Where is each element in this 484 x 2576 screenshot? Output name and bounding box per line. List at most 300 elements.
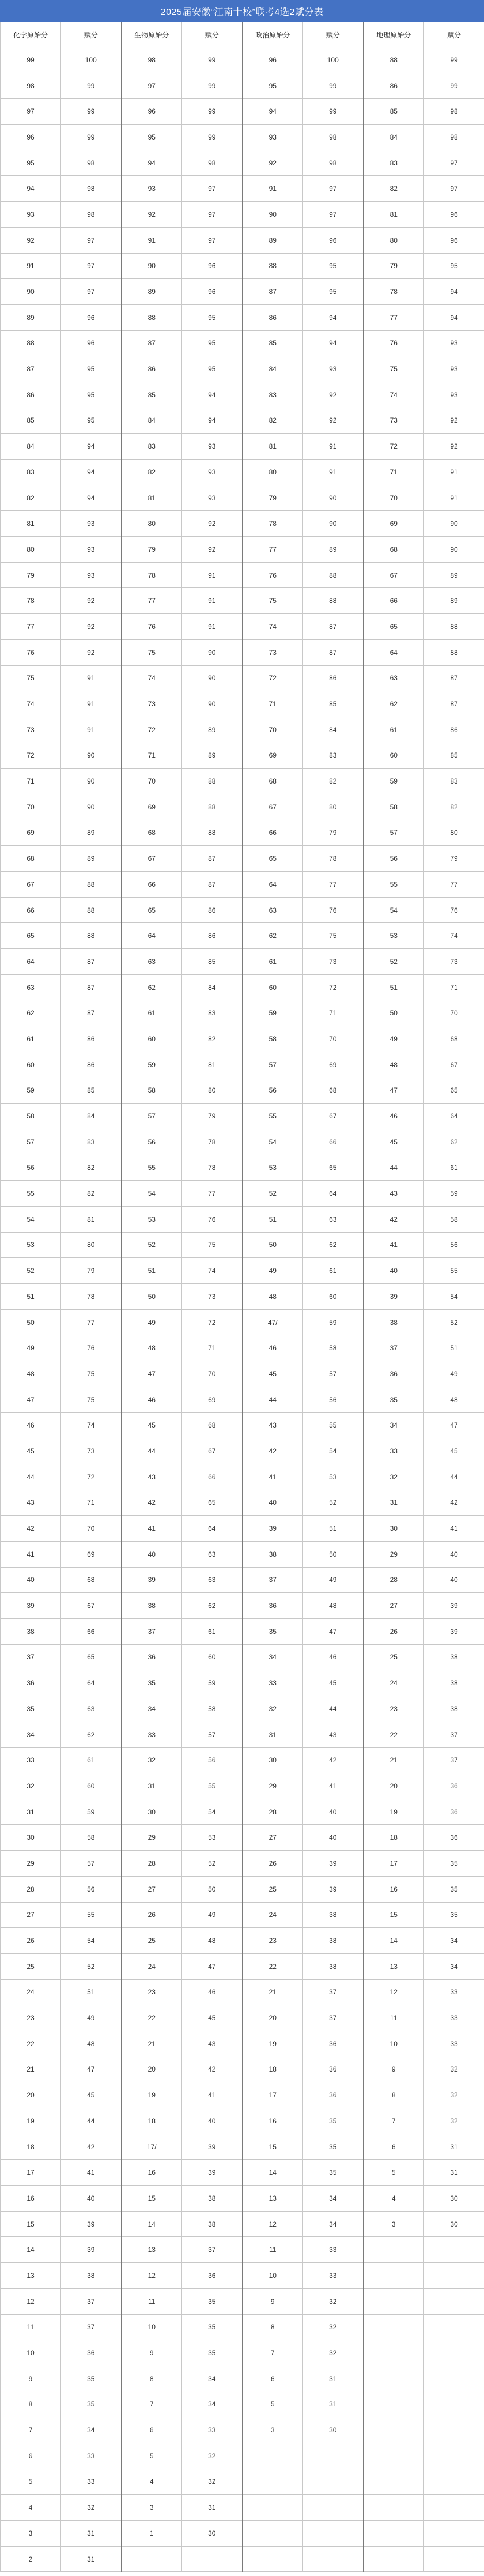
cell-geography-raw: 43: [364, 1181, 424, 1207]
cell-geography-raw: 86: [364, 73, 424, 99]
cell-biology-raw: 97: [122, 73, 182, 99]
table-row: [1, 2263, 484, 2289]
cell-chemistry-assigned: 48: [61, 2031, 122, 2057]
table-row: [1, 1052, 484, 1078]
cell-geography-raw: 70: [364, 485, 424, 511]
cell-geography-assigned: 90: [424, 537, 484, 563]
cell-geography-assigned: 36: [424, 1773, 484, 1799]
cell-chemistry-assigned: 33: [61, 2443, 122, 2469]
table-row: [1, 2392, 484, 2417]
cell-geography-raw: 61: [364, 717, 424, 743]
cell-chemistry-assigned: 56: [61, 1876, 122, 1902]
cell-biology-raw: 25: [122, 1928, 182, 1954]
cell-biology-raw: 66: [122, 872, 182, 898]
cell-chemistry-assigned: 90: [61, 769, 122, 794]
cell-chemistry-assigned: 93: [61, 562, 122, 588]
cell-chemistry-assigned: 31: [61, 2521, 122, 2547]
cell-biology-assigned: 93: [182, 460, 243, 485]
cell-chemistry-raw: 51: [1, 1284, 61, 1310]
cell-chemistry-assigned: 70: [61, 1516, 122, 1542]
cell-chemistry-assigned: 91: [61, 717, 122, 743]
cell-biology-raw: 33: [122, 1722, 182, 1748]
cell-politics-raw: [243, 2546, 303, 2572]
cell-biology-assigned: 83: [182, 1000, 243, 1026]
cell-geography-raw: 59: [364, 769, 424, 794]
cell-biology-assigned: 43: [182, 2031, 243, 2057]
cell-politics-assigned: 38: [303, 1928, 364, 1954]
cell-biology-assigned: 91: [182, 588, 243, 614]
cell-chemistry-assigned: 86: [61, 1052, 122, 1078]
table-row: [1, 691, 484, 717]
cell-geography-raw: 34: [364, 1413, 424, 1438]
cell-biology-raw: 26: [122, 1902, 182, 1928]
cell-chemistry-assigned: 93: [61, 511, 122, 537]
cell-biology-raw: 73: [122, 691, 182, 717]
cell-geography-assigned: 65: [424, 1078, 484, 1104]
cell-geography-assigned: 54: [424, 1284, 484, 1310]
cell-geography-assigned: 37: [424, 1722, 484, 1748]
cell-geography-assigned: 33: [424, 2031, 484, 2057]
table-row: [1, 1593, 484, 1619]
cell-biology-assigned: 57: [182, 1722, 243, 1748]
cell-politics-assigned: 85: [303, 691, 364, 717]
cell-geography-raw: 68: [364, 537, 424, 563]
cell-biology-assigned: 49: [182, 1902, 243, 1928]
header-geography-assigned: 赋分: [424, 22, 484, 47]
table-row: [1, 47, 484, 73]
cell-politics-assigned: 88: [303, 588, 364, 614]
cell-politics-assigned: 36: [303, 2031, 364, 2057]
cell-chemistry-assigned: 98: [61, 202, 122, 228]
cell-biology-raw: 81: [122, 485, 182, 511]
cell-chemistry-assigned: 91: [61, 691, 122, 717]
cell-geography-assigned: 32: [424, 2082, 484, 2108]
cell-biology-assigned: 61: [182, 1618, 243, 1644]
cell-chemistry-raw: 54: [1, 1206, 61, 1232]
cell-geography-raw: 69: [364, 511, 424, 537]
cell-geography-raw: 77: [364, 304, 424, 330]
cell-geography-raw: 76: [364, 330, 424, 356]
table-row: [1, 2108, 484, 2134]
table-row: [1, 1155, 484, 1181]
cell-biology-raw: 58: [122, 1078, 182, 1104]
cell-politics-raw: 87: [243, 279, 303, 305]
cell-chemistry-raw: 28: [1, 1876, 61, 1902]
cell-chemistry-assigned: 60: [61, 1773, 122, 1799]
table-row: [1, 1670, 484, 1696]
cell-geography-raw: 85: [364, 99, 424, 125]
cell-geography-assigned: 91: [424, 460, 484, 485]
cell-chemistry-assigned: 94: [61, 485, 122, 511]
cell-biology-raw: 1: [122, 2521, 182, 2547]
cell-politics-raw: [243, 2443, 303, 2469]
cell-biology-assigned: 59: [182, 1670, 243, 1696]
cell-politics-raw: 86: [243, 304, 303, 330]
cell-biology-assigned: [182, 2546, 243, 2572]
cell-politics-assigned: 62: [303, 1232, 364, 1258]
cell-geography-assigned: 42: [424, 1490, 484, 1516]
cell-geography-raw: 15: [364, 1902, 424, 1928]
table-row: [1, 330, 484, 356]
cell-biology-raw: 7: [122, 2392, 182, 2417]
cell-geography-assigned: 88: [424, 639, 484, 665]
cell-biology-assigned: 34: [182, 2366, 243, 2392]
cell-geography-raw: [364, 2340, 424, 2366]
table-row: [1, 923, 484, 949]
table-row: [1, 769, 484, 794]
cell-geography-raw: 73: [364, 408, 424, 434]
cell-biology-assigned: 92: [182, 537, 243, 563]
cell-politics-assigned: 54: [303, 1438, 364, 1464]
cell-biology-raw: 61: [122, 1000, 182, 1026]
cell-chemistry-raw: 33: [1, 1748, 61, 1773]
table-row: [1, 2057, 484, 2082]
cell-geography-assigned: [424, 2237, 484, 2263]
cell-chemistry-assigned: 77: [61, 1309, 122, 1335]
cell-biology-assigned: 62: [182, 1593, 243, 1619]
cell-biology-assigned: 91: [182, 614, 243, 640]
cell-biology-assigned: 46: [182, 1979, 243, 2005]
cell-politics-raw: 18: [243, 2057, 303, 2082]
table-row: [1, 2237, 484, 2263]
cell-chemistry-assigned: 45: [61, 2082, 122, 2108]
cell-politics-assigned: 61: [303, 1258, 364, 1284]
cell-politics-assigned: 86: [303, 665, 364, 691]
cell-geography-assigned: 30: [424, 2186, 484, 2212]
cell-geography-assigned: 35: [424, 1876, 484, 1902]
table-row: [1, 562, 484, 588]
header-politics-raw: 政治原始分: [243, 22, 303, 47]
cell-geography-raw: [364, 2237, 424, 2263]
cell-geography-assigned: [424, 2366, 484, 2392]
cell-politics-raw: 57: [243, 1052, 303, 1078]
cell-politics-assigned: 71: [303, 1000, 364, 1026]
cell-politics-assigned: 36: [303, 2057, 364, 2082]
cell-geography-assigned: 32: [424, 2057, 484, 2082]
cell-biology-raw: 93: [122, 176, 182, 202]
cell-politics-raw: 41: [243, 1464, 303, 1490]
cell-chemistry-raw: 26: [1, 1928, 61, 1954]
cell-politics-raw: 61: [243, 949, 303, 975]
cell-chemistry-raw: 85: [1, 408, 61, 434]
cell-biology-raw: 84: [122, 408, 182, 434]
cell-politics-assigned: 37: [303, 2005, 364, 2031]
cell-politics-raw: 11: [243, 2237, 303, 2263]
cell-politics-raw: 43: [243, 1413, 303, 1438]
cell-politics-assigned: 45: [303, 1670, 364, 1696]
cell-politics-assigned: [303, 2546, 364, 2572]
cell-biology-raw: 21: [122, 2031, 182, 2057]
header-geography-raw: 地理原始分: [364, 22, 424, 47]
cell-chemistry-assigned: 81: [61, 1206, 122, 1232]
cell-politics-raw: 37: [243, 1567, 303, 1593]
table-row: [1, 1618, 484, 1644]
cell-biology-raw: 62: [122, 974, 182, 1000]
cell-geography-assigned: 38: [424, 1644, 484, 1670]
cell-politics-raw: 16: [243, 2108, 303, 2134]
cell-geography-assigned: 52: [424, 1309, 484, 1335]
cell-biology-assigned: 91: [182, 562, 243, 588]
cell-chemistry-assigned: 82: [61, 1155, 122, 1181]
table-row: [1, 2546, 484, 2572]
cell-politics-assigned: 46: [303, 1644, 364, 1670]
cell-biology-raw: 78: [122, 562, 182, 588]
cell-geography-assigned: 40: [424, 1541, 484, 1567]
cell-biology-raw: 11: [122, 2288, 182, 2314]
cell-biology-raw: 32: [122, 1748, 182, 1773]
cell-chemistry-raw: 78: [1, 588, 61, 614]
cell-biology-assigned: 92: [182, 511, 243, 537]
cell-biology-assigned: 86: [182, 923, 243, 949]
cell-geography-assigned: 34: [424, 1953, 484, 1979]
cell-chemistry-raw: 82: [1, 485, 61, 511]
cell-biology-raw: 67: [122, 846, 182, 872]
table-row: [1, 614, 484, 640]
cell-politics-assigned: 72: [303, 974, 364, 1000]
cell-chemistry-assigned: 62: [61, 1722, 122, 1748]
cell-biology-raw: 69: [122, 794, 182, 820]
cell-geography-raw: 64: [364, 639, 424, 665]
cell-chemistry-assigned: 92: [61, 614, 122, 640]
cell-chemistry-raw: 75: [1, 665, 61, 691]
cell-geography-raw: 22: [364, 1722, 424, 1748]
table-row: [1, 2186, 484, 2212]
cell-politics-raw: 17: [243, 2082, 303, 2108]
cell-politics-raw: 52: [243, 1181, 303, 1207]
cell-geography-raw: 19: [364, 1799, 424, 1825]
cell-geography-raw: 17: [364, 1851, 424, 1877]
table-row: [1, 1748, 484, 1773]
cell-biology-raw: 9: [122, 2340, 182, 2366]
table-row: [1, 949, 484, 975]
table-row: [1, 1438, 484, 1464]
table-row: [1, 1541, 484, 1567]
cell-politics-raw: 47/: [243, 1309, 303, 1335]
cell-chemistry-assigned: 71: [61, 1490, 122, 1516]
cell-biology-assigned: 65: [182, 1490, 243, 1516]
cell-politics-raw: 59: [243, 1000, 303, 1026]
cell-chemistry-raw: 56: [1, 1155, 61, 1181]
cell-geography-raw: 6: [364, 2134, 424, 2160]
cell-geography-assigned: 34: [424, 1928, 484, 1954]
cell-biology-assigned: 86: [182, 897, 243, 923]
cell-chemistry-assigned: 44: [61, 2108, 122, 2134]
cell-biology-assigned: 78: [182, 1129, 243, 1155]
cell-biology-assigned: 31: [182, 2495, 243, 2521]
cell-chemistry-raw: 69: [1, 820, 61, 846]
cell-biology-assigned: 41: [182, 2082, 243, 2108]
cell-politics-assigned: 90: [303, 511, 364, 537]
cell-politics-raw: 94: [243, 99, 303, 125]
header-biology-raw: 生物原始分: [122, 22, 182, 47]
cell-biology-assigned: 73: [182, 1284, 243, 1310]
table-row: [1, 2288, 484, 2314]
cell-chemistry-raw: 49: [1, 1335, 61, 1361]
header-row: [1, 22, 484, 47]
cell-biology-raw: 87: [122, 330, 182, 356]
cell-geography-raw: 16: [364, 1876, 424, 1902]
cell-biology-raw: 86: [122, 356, 182, 382]
cell-politics-assigned: 37: [303, 1979, 364, 2005]
cell-geography-raw: 46: [364, 1104, 424, 1129]
cell-politics-raw: 51: [243, 1206, 303, 1232]
table-row: [1, 1309, 484, 1335]
table-row: [1, 1490, 484, 1516]
cell-biology-assigned: 90: [182, 639, 243, 665]
cell-politics-assigned: 68: [303, 1078, 364, 1104]
table-row: [1, 253, 484, 279]
cell-politics-raw: 88: [243, 253, 303, 279]
cell-geography-raw: [364, 2443, 424, 2469]
cell-biology-assigned: 97: [182, 202, 243, 228]
cell-chemistry-assigned: 95: [61, 408, 122, 434]
cell-chemistry-raw: 68: [1, 846, 61, 872]
cell-chemistry-assigned: 90: [61, 743, 122, 769]
cell-chemistry-assigned: 39: [61, 2211, 122, 2237]
cell-chemistry-raw: 8: [1, 2392, 61, 2417]
cell-chemistry-raw: 18: [1, 2134, 61, 2160]
cell-chemistry-raw: 79: [1, 562, 61, 588]
cell-biology-raw: 55: [122, 1155, 182, 1181]
cell-politics-assigned: 59: [303, 1309, 364, 1335]
table-row: [1, 1104, 484, 1129]
cell-biology-assigned: 71: [182, 1335, 243, 1361]
table-row: [1, 2134, 484, 2160]
cell-chemistry-assigned: 37: [61, 2288, 122, 2314]
cell-geography-raw: 33: [364, 1438, 424, 1464]
cell-chemistry-raw: 31: [1, 1799, 61, 1825]
cell-geography-raw: 80: [364, 227, 424, 253]
cell-politics-assigned: 90: [303, 485, 364, 511]
cell-chemistry-raw: 96: [1, 125, 61, 150]
cell-politics-assigned: 31: [303, 2392, 364, 2417]
table-row: [1, 1644, 484, 1670]
cell-chemistry-assigned: 92: [61, 588, 122, 614]
cell-politics-raw: 77: [243, 537, 303, 563]
cell-chemistry-raw: 65: [1, 923, 61, 949]
cell-chemistry-assigned: 94: [61, 460, 122, 485]
cell-biology-assigned: 89: [182, 717, 243, 743]
cell-biology-raw: 31: [122, 1773, 182, 1799]
cell-politics-assigned: 97: [303, 176, 364, 202]
cell-politics-raw: 80: [243, 460, 303, 485]
cell-chemistry-assigned: 52: [61, 1953, 122, 1979]
cell-biology-raw: 17/: [122, 2134, 182, 2160]
cell-chemistry-assigned: 90: [61, 794, 122, 820]
cell-geography-raw: [364, 2263, 424, 2289]
cell-geography-assigned: 68: [424, 1026, 484, 1052]
cell-geography-raw: 88: [364, 47, 424, 73]
cell-chemistry-raw: 13: [1, 2263, 61, 2289]
cell-chemistry-raw: 6: [1, 2443, 61, 2469]
cell-biology-raw: 89: [122, 279, 182, 305]
cell-chemistry-raw: 34: [1, 1722, 61, 1748]
cell-politics-raw: 8: [243, 2314, 303, 2340]
cell-chemistry-raw: 60: [1, 1052, 61, 1078]
cell-politics-assigned: 63: [303, 1206, 364, 1232]
cell-geography-assigned: 37: [424, 1748, 484, 1773]
cell-politics-assigned: 50: [303, 1541, 364, 1567]
cell-politics-raw: 63: [243, 897, 303, 923]
cell-politics-raw: 68: [243, 769, 303, 794]
cell-geography-assigned: 83: [424, 769, 484, 794]
cell-chemistry-assigned: 76: [61, 1335, 122, 1361]
cell-chemistry-assigned: 72: [61, 1464, 122, 1490]
cell-biology-assigned: 82: [182, 1026, 243, 1052]
table-row: [1, 2082, 484, 2108]
cell-biology-assigned: 35: [182, 2340, 243, 2366]
cell-biology-raw: 80: [122, 511, 182, 537]
cell-biology-assigned: 32: [182, 2469, 243, 2495]
cell-geography-assigned: 92: [424, 408, 484, 434]
cell-politics-assigned: 32: [303, 2340, 364, 2366]
cell-politics-raw: 14: [243, 2160, 303, 2186]
cell-politics-assigned: 93: [303, 356, 364, 382]
cell-chemistry-assigned: 83: [61, 1129, 122, 1155]
cell-chemistry-assigned: 38: [61, 2263, 122, 2289]
cell-chemistry-assigned: 87: [61, 1000, 122, 1026]
cell-chemistry-raw: 20: [1, 2082, 61, 2108]
cell-geography-raw: 72: [364, 434, 424, 460]
cell-biology-assigned: 63: [182, 1541, 243, 1567]
cell-politics-raw: 31: [243, 1722, 303, 1748]
table-row: [1, 1773, 484, 1799]
cell-geography-raw: [364, 2495, 424, 2521]
cell-politics-assigned: 58: [303, 1335, 364, 1361]
cell-geography-raw: 12: [364, 1979, 424, 2005]
cell-geography-raw: 7: [364, 2108, 424, 2134]
cell-biology-raw: 56: [122, 1129, 182, 1155]
cell-chemistry-raw: 16: [1, 2186, 61, 2212]
cell-geography-raw: 50: [364, 1000, 424, 1026]
cell-geography-assigned: 31: [424, 2134, 484, 2160]
cell-chemistry-assigned: 68: [61, 1567, 122, 1593]
cell-geography-assigned: 71: [424, 974, 484, 1000]
cell-biology-raw: 24: [122, 1953, 182, 1979]
cell-biology-assigned: 35: [182, 2314, 243, 2340]
cell-geography-raw: [364, 2546, 424, 2572]
cell-chemistry-assigned: 32: [61, 2495, 122, 2521]
table-row: [1, 1953, 484, 1979]
cell-chemistry-raw: 40: [1, 1567, 61, 1593]
cell-politics-raw: 21: [243, 1979, 303, 2005]
cell-chemistry-raw: 4: [1, 2495, 61, 2521]
cell-geography-assigned: 94: [424, 304, 484, 330]
cell-chemistry-raw: 87: [1, 356, 61, 382]
cell-geography-raw: [364, 2521, 424, 2547]
cell-geography-raw: 62: [364, 691, 424, 717]
cell-chemistry-assigned: 89: [61, 820, 122, 846]
table-row: [1, 2366, 484, 2392]
cell-geography-assigned: 73: [424, 949, 484, 975]
cell-politics-assigned: 82: [303, 769, 364, 794]
cell-politics-assigned: 98: [303, 125, 364, 150]
cell-geography-assigned: 30: [424, 2211, 484, 2237]
cell-biology-assigned: 90: [182, 691, 243, 717]
cell-politics-assigned: 91: [303, 434, 364, 460]
cell-biology-assigned: 60: [182, 1644, 243, 1670]
cell-geography-raw: 51: [364, 974, 424, 1000]
cell-geography-assigned: 93: [424, 330, 484, 356]
cell-biology-raw: 15: [122, 2186, 182, 2212]
cell-politics-assigned: 40: [303, 1825, 364, 1851]
cell-biology-raw: 27: [122, 1876, 182, 1902]
cell-politics-assigned: 98: [303, 150, 364, 176]
cell-biology-assigned: 50: [182, 1876, 243, 1902]
table-row: [1, 125, 484, 150]
cell-geography-assigned: 86: [424, 717, 484, 743]
cell-biology-assigned: 99: [182, 47, 243, 73]
